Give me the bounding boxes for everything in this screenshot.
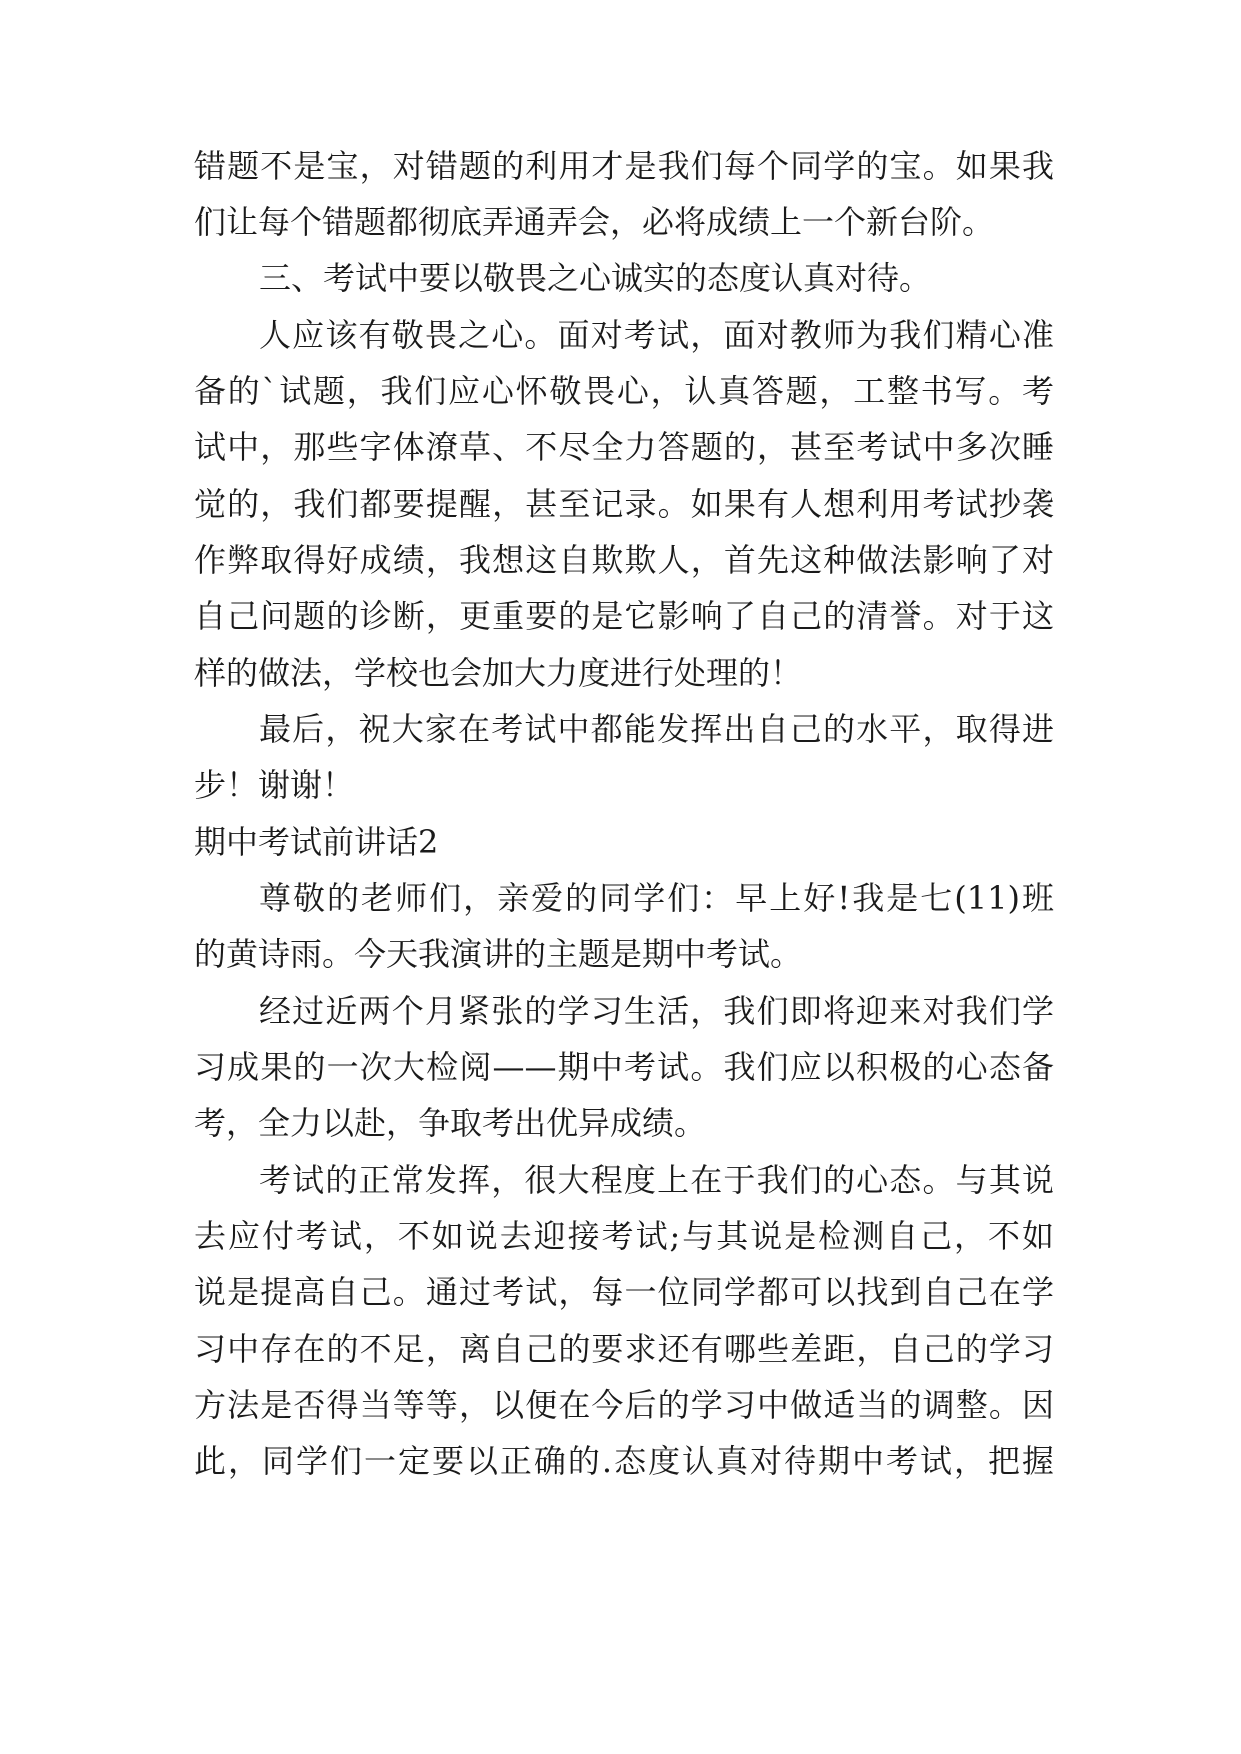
text-line: 自己问题的诊断，更重要的是它影响了自己的清誉。对于这 <box>194 597 1054 635</box>
text-line: 作弊取得好成绩，我想这自欺欺人，首先这种做法影响了对 <box>194 541 1054 579</box>
text-line: 错题不是宝，对错题的利用才是我们每个同学的宝。如果我 <box>194 147 1054 185</box>
paragraph-start: 经过近两个月紧张的学习生活，我们即将迎来对我们学 <box>259 992 1054 1030</box>
paragraph-start: 最后，祝大家在考试中都能发挥出自己的水平，取得进 <box>259 710 1054 748</box>
text-line: 考，全力以赴，争取考出优异成绩。 <box>194 1104 707 1142</box>
text-line: 方法是否得当等等，以便在今后的学习中做适当的调整。因 <box>194 1386 1054 1424</box>
text-line: 们让每个错题都彻底弄通弄会，必将成绩上一个新台阶。 <box>194 203 995 241</box>
text-line: 去应付考试，不如说去迎接考试;与其说是检测自己，不如 <box>194 1217 1054 1255</box>
text-line: 说是提高自己。通过考试，每一位同学都可以找到自己在学 <box>194 1273 1054 1311</box>
text-line: 习成果的一次大检阅——期中考试。我们应以积极的心态备 <box>194 1048 1054 1086</box>
text-line: 此，同学们一定要以正确的.态度认真对待期中考试，把握 <box>194 1442 1054 1480</box>
text-line: 觉的，我们都要提醒，甚至记录。如果有人想利用考试抄袭 <box>194 485 1054 523</box>
text-line: 习中存在的不足，离自己的要求还有哪些差距，自己的学习 <box>194 1330 1054 1368</box>
text-line: 步！谢谢！ <box>194 766 355 804</box>
text-line: 试中，那些字体潦草、不尽全力答题的，甚至考试中多次睡 <box>194 428 1054 466</box>
text-line: 样的做法，学校也会加大力度进行处理的！ <box>194 654 803 692</box>
section-heading: 三、考试中要以敬畏之心诚实的态度认真对待。 <box>259 259 932 297</box>
text-line: 备的`试题，我们应心怀敬畏心，认真答题，工整书写。考 <box>194 372 1054 410</box>
text-line: 的黄诗雨。今天我演讲的主题是期中考试。 <box>194 935 803 973</box>
paragraph-start: 考试的正常发挥，很大程度上在于我们的心态。与其说 <box>259 1161 1054 1199</box>
paragraph-start: 尊敬的老师们，亲爱的同学们：早上好!我是七(11)班 <box>259 879 1054 917</box>
paragraph-start: 人应该有敬畏之心。面对考试，面对教师为我们精心准 <box>259 316 1054 354</box>
article-title: 期中考试前讲话2 <box>194 823 439 861</box>
